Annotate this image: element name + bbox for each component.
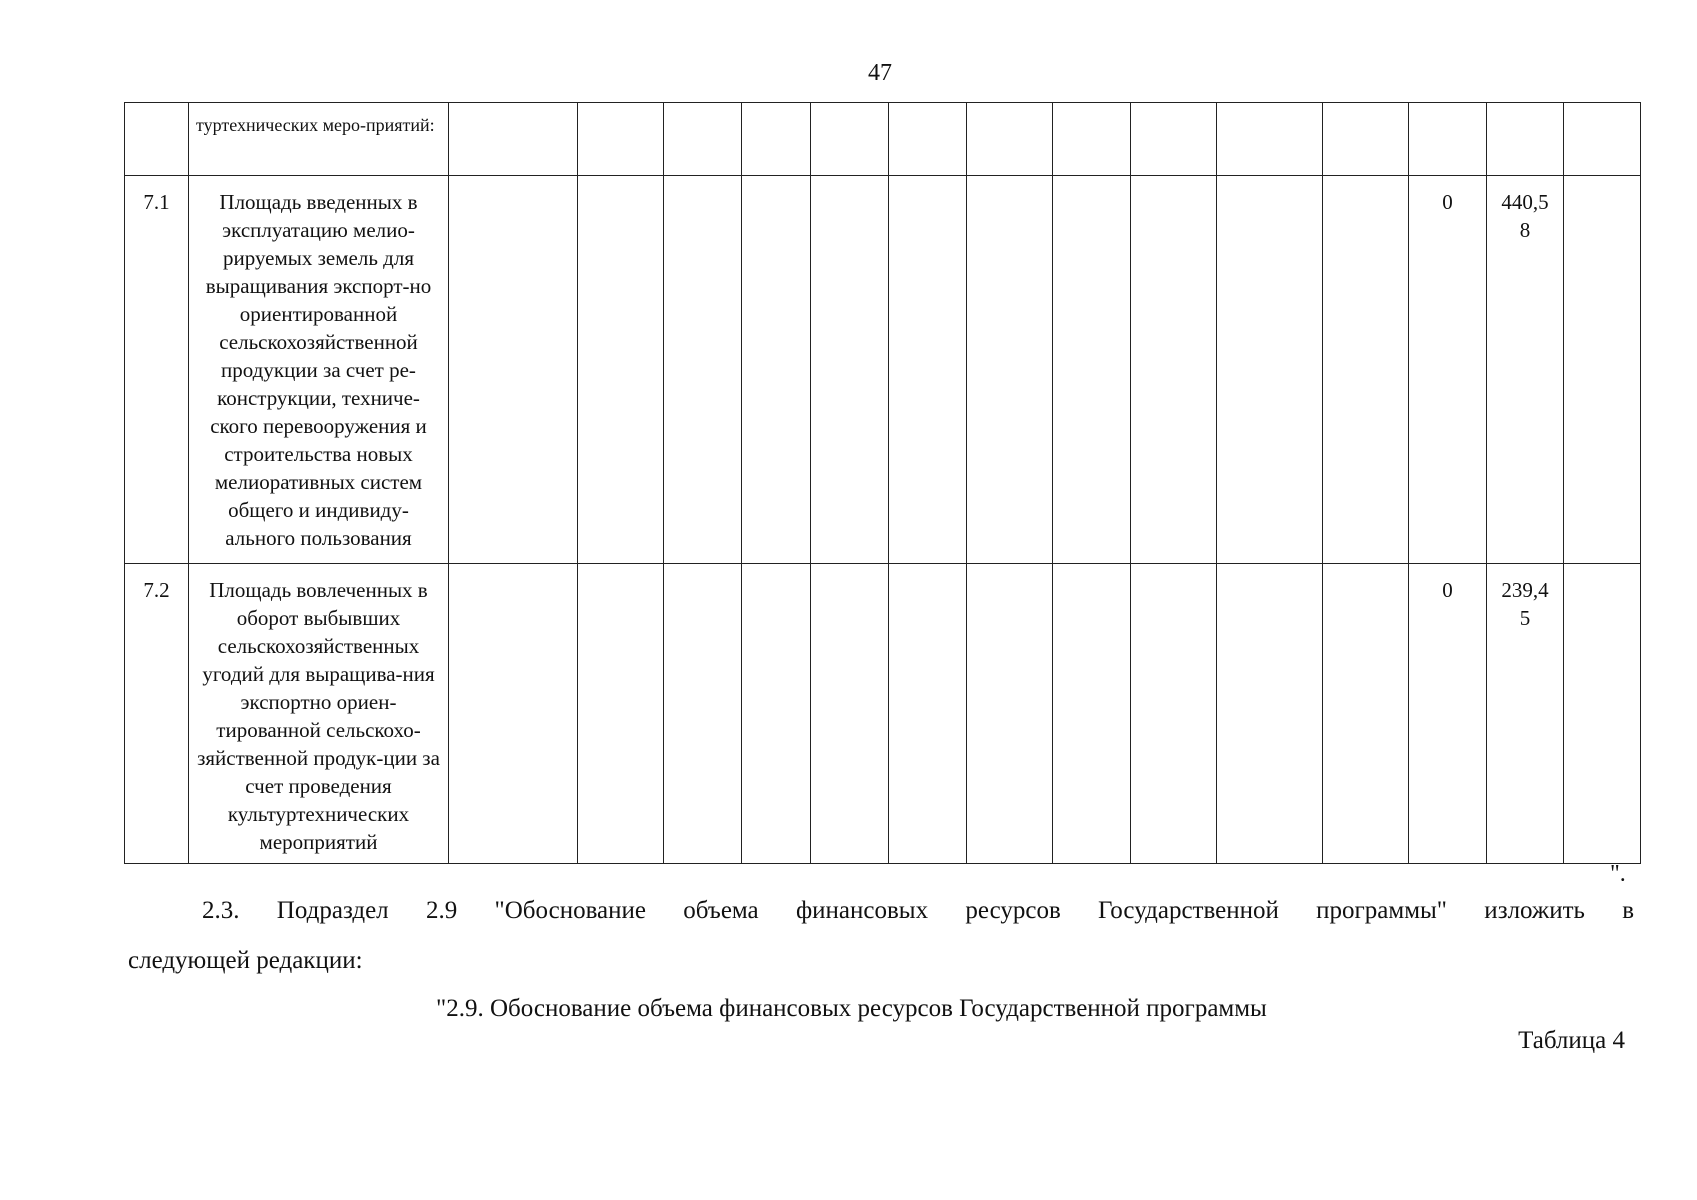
table-cell bbox=[889, 564, 967, 864]
indicators-table bbox=[124, 102, 1641, 864]
table-cell bbox=[1053, 564, 1131, 864]
paragraph-line: 2.3. Подраздел 2.9 "Обоснование объема финансовых ресурсов Государственной программы" изложить в bbox=[202, 897, 1634, 924]
section-subtitle: "2.9. Обоснование объема финансовых ресурсов Государственной программы bbox=[436, 995, 1267, 1022]
table-cell bbox=[1487, 103, 1564, 176]
table-cell bbox=[811, 103, 889, 176]
row-number-cell: 7.2 bbox=[125, 564, 189, 864]
table-cell bbox=[811, 176, 889, 564]
table-cell bbox=[1131, 176, 1217, 564]
table-cell bbox=[742, 564, 811, 864]
row-number-cell: 7.1 bbox=[125, 176, 189, 564]
table-cell bbox=[1053, 176, 1131, 564]
value-cell: 0 bbox=[1409, 564, 1487, 864]
table-cell bbox=[449, 564, 578, 864]
table-cell bbox=[811, 564, 889, 864]
table-cell bbox=[1217, 103, 1323, 176]
table-cell bbox=[967, 564, 1053, 864]
table-cell bbox=[578, 564, 664, 864]
table-cell bbox=[1323, 564, 1409, 864]
value-cell: 440,5 8 bbox=[1487, 176, 1564, 564]
table-row bbox=[125, 176, 1641, 564]
table-cell bbox=[1217, 564, 1323, 864]
table-cell bbox=[1564, 176, 1641, 564]
row-number-cell bbox=[125, 103, 189, 176]
table-cell bbox=[1323, 103, 1409, 176]
table-cell bbox=[1217, 176, 1323, 564]
table-cell bbox=[1409, 103, 1487, 176]
value-cell: 239,4 5 bbox=[1487, 564, 1564, 864]
closing-quote: ". bbox=[1610, 861, 1626, 887]
row-description-cell: Площадь введенных в эксплуатацию мелио-рируемых земель для выращивания экспорт-но ориентированной сельскохозяйственной продукции за счет ре-конструкции, техниче-ского перевооружения и строительства новых мелиоративных систем общего и индивиду-ального пользования bbox=[189, 176, 449, 564]
table-cell bbox=[889, 103, 967, 176]
table-cell bbox=[449, 103, 578, 176]
table-cell bbox=[889, 176, 967, 564]
table-cell bbox=[742, 103, 811, 176]
table-cell bbox=[664, 564, 742, 864]
table-cell bbox=[967, 103, 1053, 176]
table-cell bbox=[664, 176, 742, 564]
amendment-paragraph bbox=[128, 886, 1634, 986]
row-description-cell: Площадь вовлеченных в оборот выбывших сельскохозяйственных угодий для выращива-ния экспортно ориен-тированной сельскохо-зяйственной продук-ции за счет проведения культуртехнических мероприятий bbox=[189, 564, 449, 864]
table-cell bbox=[1053, 103, 1131, 176]
table-cell bbox=[578, 176, 664, 564]
table-cell bbox=[449, 176, 578, 564]
row-description-cell: туртехнических меро-приятий: bbox=[189, 103, 449, 176]
table-cell bbox=[742, 176, 811, 564]
table-label: Таблица 4 bbox=[1518, 1027, 1625, 1054]
table-cell bbox=[1131, 103, 1217, 176]
value-cell: 0 bbox=[1409, 176, 1487, 564]
paragraph-line: следующей редакции: bbox=[128, 947, 363, 974]
table-cell bbox=[967, 176, 1053, 564]
table-cell bbox=[578, 103, 664, 176]
table-row bbox=[125, 564, 1641, 864]
table-cell bbox=[1564, 103, 1641, 176]
table-cell bbox=[1131, 564, 1217, 864]
table-cell bbox=[1323, 176, 1409, 564]
table-cell bbox=[664, 103, 742, 176]
table-cell bbox=[1564, 564, 1641, 864]
table-row bbox=[125, 103, 1641, 176]
page-number: 47 bbox=[868, 60, 892, 86]
